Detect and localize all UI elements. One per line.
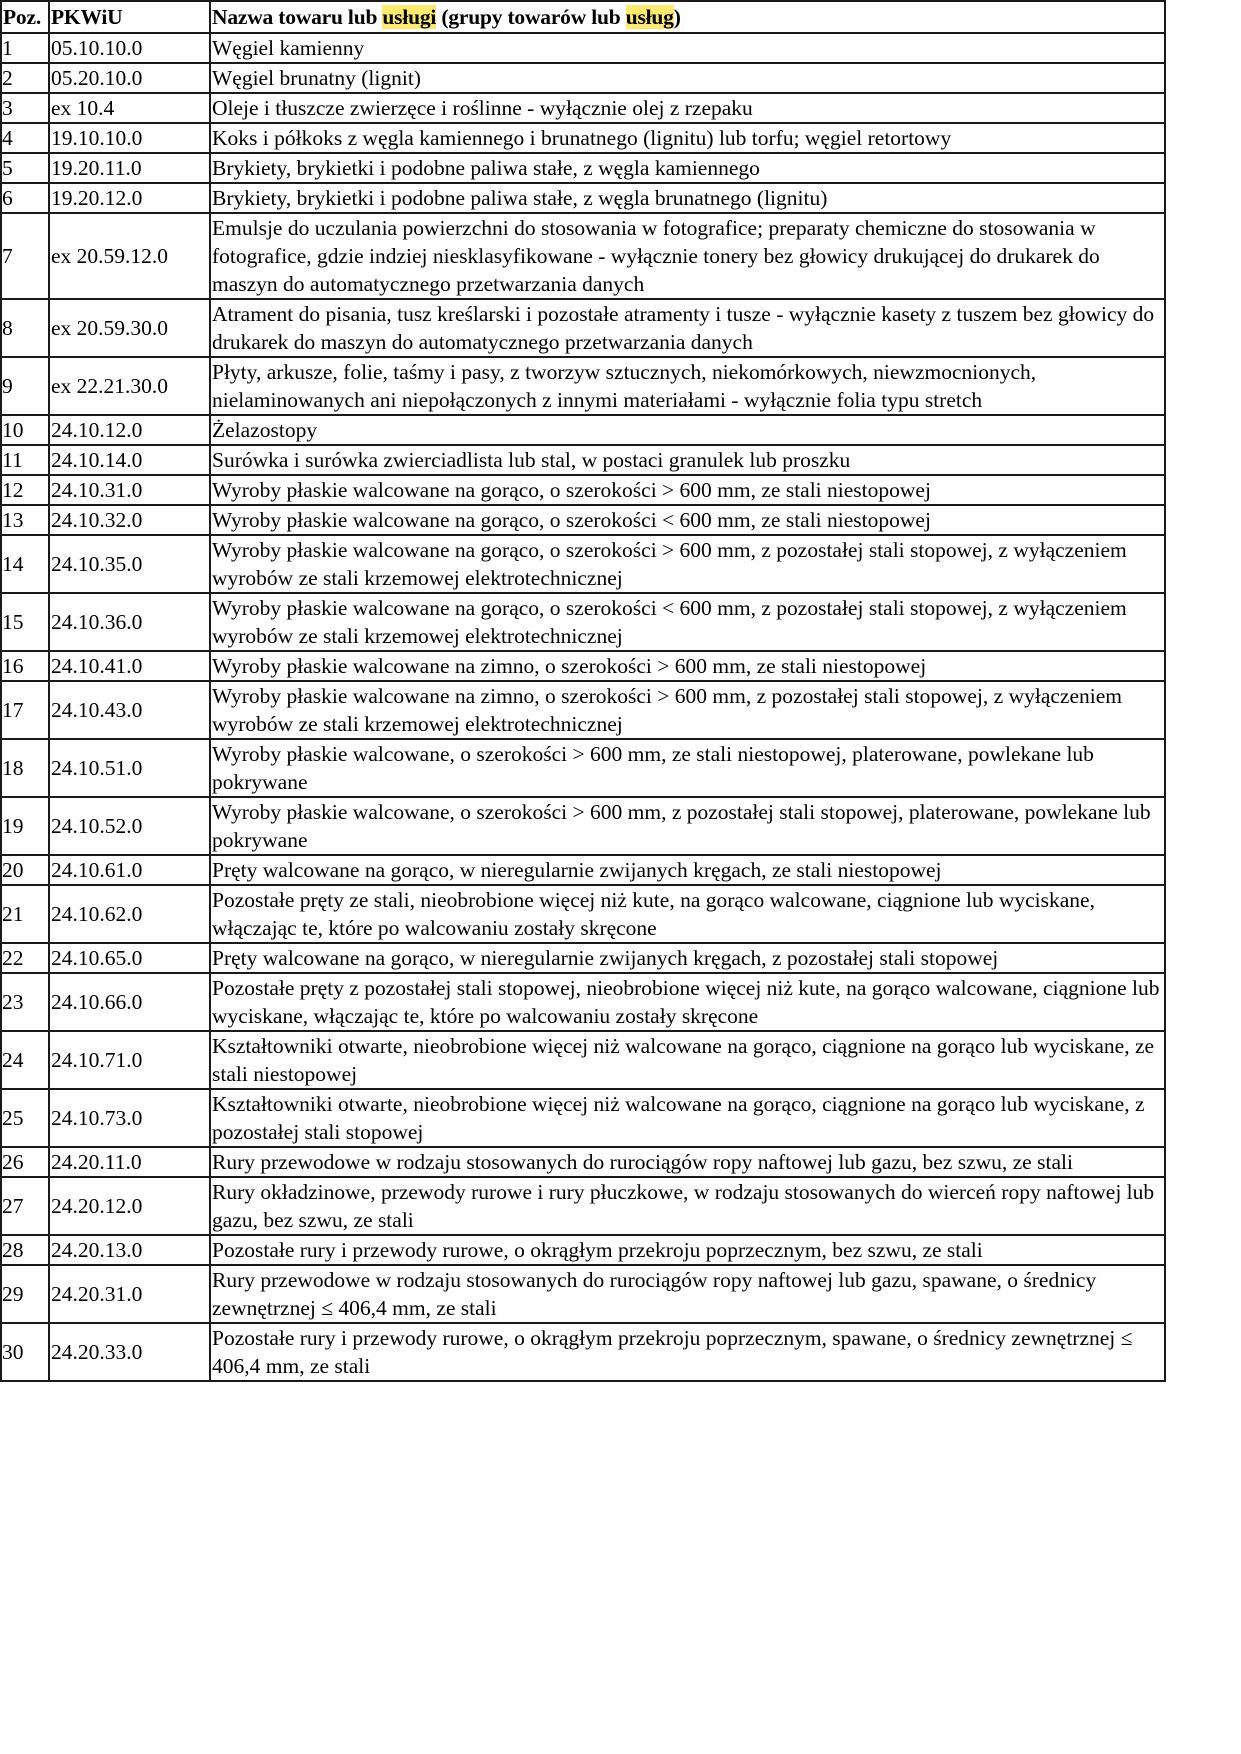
poz-cell: 21 [1, 885, 49, 943]
pkwiu-cell: 24.10.14.0 [49, 445, 210, 475]
table-row [1, 535, 1165, 593]
name-cell: Węgiel brunatny (lignit) [210, 63, 1165, 93]
name-cell: Wyroby płaskie walcowane, o szerokości > 600 mm, z pozostałej stali stopowej, platerowane, powlekane lub pokrywane [210, 797, 1165, 855]
table-row [1, 475, 1165, 505]
poz-cell: 27 [1, 1177, 49, 1235]
pkwiu-cell: 24.10.73.0 [49, 1089, 210, 1147]
name-cell: Wyroby płaskie walcowane na zimno, o szerokości > 600 mm, ze stali niestopowej [210, 651, 1165, 681]
poz-cell: 30 [1, 1323, 49, 1381]
pkwiu-cell: 24.10.62.0 [49, 885, 210, 943]
pkwiu-cell: 24.10.61.0 [49, 855, 210, 885]
header-row [1, 1, 1165, 33]
poz-cell: 20 [1, 855, 49, 885]
name-cell: Rury przewodowe w rodzaju stosowanych do rurociągów ropy naftowej lub gazu, spawane, o średnicy zewnętrznej ≤ 406,4 mm, ze stali [210, 1265, 1165, 1323]
header-pkwiu: PKWiU [49, 1, 210, 33]
poz-cell: 17 [1, 681, 49, 739]
pkwiu-cell: 19.10.10.0 [49, 123, 210, 153]
name-cell: Pozostałe rury i przewody rurowe, o okrągłym przekroju poprzecznym, spawane, o średnicy zewnętrznej ≤ 406,4 mm, ze stali [210, 1323, 1165, 1381]
pkwiu-cell: 05.10.10.0 [49, 33, 210, 63]
pkwiu-cell: 24.10.12.0 [49, 415, 210, 445]
name-cell: Pozostałe pręty ze stali, nieobrobione więcej niż kute, na gorąco walcowane, ciągnione lub wyciskane, włączając te, które po walcowaniu zostały skręcone [210, 885, 1165, 943]
name-cell: Wyroby płaskie walcowane na gorąco, o szerokości < 600 mm, ze stali niestopowej [210, 505, 1165, 535]
pkwiu-cell: 19.20.12.0 [49, 183, 210, 213]
table-row [1, 123, 1165, 153]
table-row [1, 299, 1165, 357]
table-row [1, 681, 1165, 739]
search-highlight: usługi [382, 5, 437, 29]
table-row [1, 1235, 1165, 1265]
poz-cell: 4 [1, 123, 49, 153]
pkwiu-cell: 24.10.36.0 [49, 593, 210, 651]
name-cell: Płyty, arkusze, folie, taśmy i pasy, z tworzyw sztucznych, niekomórkowych, niewzmocnionych, nielaminowanych ani niepołączonych z innymi materiałami - wyłącznie folia typu stretch [210, 357, 1165, 415]
table-row [1, 1147, 1165, 1177]
table-row [1, 213, 1165, 299]
search-highlight: usług [625, 5, 674, 29]
table-row [1, 1265, 1165, 1323]
name-cell: Kształtowniki otwarte, nieobrobione więcej niż walcowane na gorąco, ciągnione na gorąco lub wyciskane, z pozostałej stali stopowej [210, 1089, 1165, 1147]
poz-cell: 3 [1, 93, 49, 123]
name-cell: Brykiety, brykietki i podobne paliwa stałe, z węgla kamiennego [210, 153, 1165, 183]
table-row [1, 183, 1165, 213]
pkwiu-cell: 24.10.43.0 [49, 681, 210, 739]
name-cell: Emulsje do uczulania powierzchni do stosowania w fotografice; preparaty chemiczne do stosowania w fotografice, gdzie indziej niesklasyfikowane - wyłącznie tonery bez głowicy drukującej do drukarek do maszyn do automatycznego przetwarzania danych [210, 213, 1165, 299]
header-name-part: ) [673, 5, 681, 29]
poz-cell: 18 [1, 739, 49, 797]
poz-cell: 10 [1, 415, 49, 445]
header-name-part: (grupy towarów lub [436, 5, 626, 29]
poz-cell: 6 [1, 183, 49, 213]
pkwiu-cell: 24.20.13.0 [49, 1235, 210, 1265]
name-cell: Pręty walcowane na gorąco, w nieregularnie zwijanych kręgach, ze stali niestopowej [210, 855, 1165, 885]
table-row [1, 93, 1165, 123]
poz-cell: 15 [1, 593, 49, 651]
pkwiu-cell: 24.10.35.0 [49, 535, 210, 593]
table-row [1, 445, 1165, 475]
table-row [1, 415, 1165, 445]
pkwiu-cell: 24.10.66.0 [49, 973, 210, 1031]
name-cell: Kształtowniki otwarte, nieobrobione więcej niż walcowane na gorąco, ciągnione na gorąco lub wyciskane, ze stali niestopowej [210, 1031, 1165, 1089]
pkwiu-cell: 24.20.33.0 [49, 1323, 210, 1381]
pkwiu-cell: 24.10.32.0 [49, 505, 210, 535]
pkwiu-cell: 24.10.71.0 [49, 1031, 210, 1089]
table-row [1, 973, 1165, 1031]
poz-cell: 7 [1, 213, 49, 299]
pkwiu-cell: 19.20.11.0 [49, 153, 210, 183]
pkwiu-cell: 24.10.31.0 [49, 475, 210, 505]
table-row [1, 1177, 1165, 1235]
name-cell: Rury przewodowe w rodzaju stosowanych do rurociągów ropy naftowej lub gazu, bez szwu, ze stali [210, 1147, 1165, 1177]
poz-cell: 9 [1, 357, 49, 415]
pkwiu-cell: ex 20.59.30.0 [49, 299, 210, 357]
pkwiu-cell: 24.10.65.0 [49, 943, 210, 973]
pkwiu-cell: 24.20.31.0 [49, 1265, 210, 1323]
poz-cell: 25 [1, 1089, 49, 1147]
pkwiu-cell: ex 20.59.12.0 [49, 213, 210, 299]
name-cell: Brykiety, brykietki i podobne paliwa stałe, z węgla brunatnego (lignitu) [210, 183, 1165, 213]
poz-cell: 13 [1, 505, 49, 535]
poz-cell: 28 [1, 1235, 49, 1265]
poz-cell: 19 [1, 797, 49, 855]
pkwiu-cell: 24.20.11.0 [49, 1147, 210, 1177]
poz-cell: 2 [1, 63, 49, 93]
poz-cell: 16 [1, 651, 49, 681]
table-row [1, 593, 1165, 651]
name-cell: Pozostałe pręty z pozostałej stali stopowej, nieobrobione więcej niż kute, na gorąco walcowane, ciągnione lub wyciskane, włączając te, które po walcowaniu zostały skręcone [210, 973, 1165, 1031]
poz-cell: 11 [1, 445, 49, 475]
table-row [1, 1323, 1165, 1381]
name-cell: Pręty walcowane na gorąco, w nieregularnie zwijanych kręgach, z pozostałej stali stopowej [210, 943, 1165, 973]
table-body [1, 33, 1165, 1381]
name-cell: Wyroby płaskie walcowane na gorąco, o szerokości > 600 mm, z pozostałej stali stopowej, z wyłączeniem wyrobów ze stali krzemowej elektrotechnicznej [210, 535, 1165, 593]
name-cell: Wyroby płaskie walcowane na gorąco, o szerokości > 600 mm, ze stali niestopowej [210, 475, 1165, 505]
poz-cell: 23 [1, 973, 49, 1031]
poz-cell: 14 [1, 535, 49, 593]
table-row [1, 797, 1165, 855]
table-row [1, 1031, 1165, 1089]
pkwiu-cell: 24.20.12.0 [49, 1177, 210, 1235]
header-name-part: Nazwa towaru lub [212, 5, 383, 29]
name-cell: Atrament do pisania, tusz kreślarski i pozostałe atramenty i tusze - wyłącznie kasety z tuszem bez głowicy do drukarek do maszyn do automatycznego przetwarzania danych [210, 299, 1165, 357]
poz-cell: 1 [1, 33, 49, 63]
pkwiu-cell: 24.10.41.0 [49, 651, 210, 681]
poz-cell: 5 [1, 153, 49, 183]
name-cell: Wyroby płaskie walcowane na gorąco, o szerokości < 600 mm, z pozostałej stali stopowej, z wyłączeniem wyrobów ze stali krzemowej elektrotechnicznej [210, 593, 1165, 651]
pkwiu-cell: 05.20.10.0 [49, 63, 210, 93]
table-row [1, 885, 1165, 943]
name-cell: Rury okładzinowe, przewody rurowe i rury płuczkowe, w rodzaju stosowanych do wierceń ropy naftowej lub gazu, bez szwu, ze stali [210, 1177, 1165, 1235]
poz-cell: 24 [1, 1031, 49, 1089]
table-row [1, 505, 1165, 535]
header-name [210, 1, 1165, 33]
table-row [1, 739, 1165, 797]
name-cell: Surówka i surówka zwierciadlista lub stal, w postaci granulek lub proszku [210, 445, 1165, 475]
name-cell: Żelazostopy [210, 415, 1165, 445]
table-row [1, 651, 1165, 681]
poz-cell: 22 [1, 943, 49, 973]
poz-cell: 12 [1, 475, 49, 505]
pkwiu-cell: 24.10.52.0 [49, 797, 210, 855]
pkwiu-cell: ex 10.4 [49, 93, 210, 123]
poz-cell: 8 [1, 299, 49, 357]
name-cell: Wyroby płaskie walcowane na zimno, o szerokości > 600 mm, z pozostałej stali stopowej, z wyłączeniem wyrobów ze stali krzemowej elektrotechnicznej [210, 681, 1165, 739]
name-cell: Koks i półkoks z węgla kamiennego i brunatnego (lignitu) lub torfu; węgiel retortowy [210, 123, 1165, 153]
name-cell: Oleje i tłuszcze zwierzęce i roślinne - wyłącznie olej z rzepaku [210, 93, 1165, 123]
table-header [1, 1, 1165, 33]
table-row [1, 943, 1165, 973]
table-row [1, 33, 1165, 63]
table-row [1, 1089, 1165, 1147]
table-row [1, 153, 1165, 183]
pkwiu-cell: 24.10.51.0 [49, 739, 210, 797]
header-poz: Poz. [1, 1, 49, 33]
table-row [1, 63, 1165, 93]
table-row [1, 357, 1165, 415]
name-cell: Pozostałe rury i przewody rurowe, o okrągłym przekroju poprzecznym, bez szwu, ze stali [210, 1235, 1165, 1265]
table-row [1, 855, 1165, 885]
pkwiu-cell: ex 22.21.30.0 [49, 357, 210, 415]
name-cell: Wyroby płaskie walcowane, o szerokości > 600 mm, ze stali niestopowej, platerowane, powlekane lub pokrywane [210, 739, 1165, 797]
poz-cell: 26 [1, 1147, 49, 1177]
poz-cell: 29 [1, 1265, 49, 1323]
name-cell: Węgiel kamienny [210, 33, 1165, 63]
